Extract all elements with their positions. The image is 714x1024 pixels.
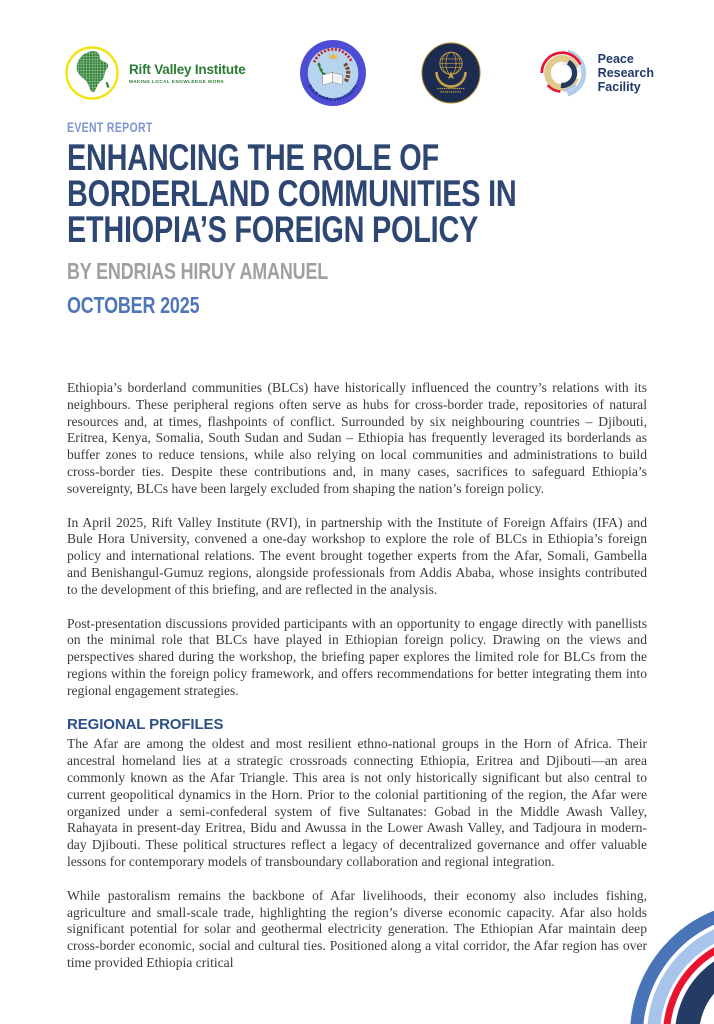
bhu-curved-text: BULE HORA UNIVERSITY — [306, 83, 359, 102]
report-title — [67, 137, 674, 250]
title-line-3: ETHIOPIA’S FOREIGN POLICY — [67, 209, 479, 250]
prf-line-3: Facility — [597, 80, 641, 94]
peace-research-facility-logo — [535, 46, 654, 100]
intro-paragraph-2: In April 2025, Rift Valley Institute (RVI), in partnership with the Institute of Foreign Affairs (IFA) and Bule Hora University, convened a one-day workshop to explore the role of BLCs in Ethiopia’s foreign policy and international relations. The event brought together experts from the Afar, Somali, Gambella and Benishangul-Gumuz regions, alongside professionals from Addis Ababa, whose insights contributed to the development of this briefing, and are reflected in the analysis. — [67, 514, 647, 597]
bule-hora-university-logo — [299, 39, 367, 107]
rvi-tagline: MAKING LOCAL KNOWLEDGE WORK — [129, 79, 225, 84]
intro-paragraph-1: Ethiopia’s borderland communities (BLCs) have historically influenced the country’s relations with its neighbours. These peripheral regions often serve as hubs for cross-border trade, repositories of natural resources and, at times, flashpoints of conflict. Surrounded by six neighbouring countries – Djibouti, Eritrea, Kenya, Somalia, South Sudan and Sudan – Ethiopia has frequently leveraged its borderlands as buffer zones to reduce tensions, while also relying on local communities and administrations to build cross-border ties. Despite these contributions and, in many cases, sacrifices to safeguard Ethiopia’s sovereignty, BLCs have been largely excluded from shaping the nation’s foreign policy. — [67, 380, 647, 496]
rvi-africa-icon — [64, 45, 120, 101]
regional-profiles-heading: REGIONAL PROFILES — [67, 715, 224, 733]
intro-paragraph-3: Post-presentation discussions provided participants with an opportunity to engage directly with panellists on the minimal role that BLCs have played in Ethiopian foreign policy. Drawing on the views and perspectives shared during the workshop, the briefing paper explores the limited role for BLCs from the regions within the foreign policy framework, and offers recommendations for better integrating them into regional engagement strategies. — [67, 615, 647, 698]
rift-valley-institute-logo — [64, 45, 246, 101]
regional-profiles-paragraph-1: The Afar are among the oldest and most resilient ethno-national groups in the Horn of Africa. Their ancestral homeland lies at a strategic crossroads connecting Ethiopia, Eritrea and Djibouti—an area commonly known as the Afar Triangle. This area is not only historically significant but also central to current geopolitical dynamics in the Horn. Prior to the colonial partitioning of the region, the Afar were organized under a semi-confederal system of five Sultanates: Gobad in the Middle Awash Valley, Rahayata in present-day Eritrea, Bidu and Awussa in the Lower Awash Valley, and Tadjoura in modern-day Djibouti. These political structures reflect a legacy of decentralized governance and offer valuable lessons for contemporary models of transboundary collaboration and regional integration. — [67, 736, 647, 869]
prf-line-1: Peace — [597, 52, 634, 66]
corner-arcs-decoration — [544, 864, 714, 1024]
institute-of-foreign-affairs-logo — [420, 41, 482, 105]
prf-wordmark — [598, 52, 654, 94]
prf-line-2: Research — [597, 66, 654, 80]
rvi-name: Rift Valley Institute — [129, 62, 246, 77]
title-line-1: ENHANCING THE ROLE OF — [67, 137, 439, 178]
bule-hora-seal-icon — [299, 39, 367, 107]
report-date: OCTOBER 2025 — [67, 292, 200, 318]
report-byline: BY ENDRIAS HIRUY AMANUEL — [67, 258, 329, 284]
regional-profiles-paragraph-2: While pastoralism remains the backbone of Afar livelihoods, their economy also includes fishing, agriculture and small-scale trade, highlighting the region’s diverse economic capacity. Afar also holds significant potential for solar and geothermal electricity generation. The Ethiopian Afar maintain deep cross-border economic, social and cultural ties. Positioned along a vital corridor, the Afar region has over time provided Ethiopia critical — [67, 887, 647, 970]
title-block — [67, 120, 674, 319]
logo-header — [64, 34, 654, 112]
title-line-2: BORDERLAND COMMUNITIES IN — [67, 173, 517, 214]
report-kicker: EVENT REPORT — [67, 120, 153, 135]
prf-rings-icon — [535, 46, 589, 100]
rvi-wordmark — [129, 62, 246, 84]
ifa-seal-icon — [420, 41, 482, 105]
